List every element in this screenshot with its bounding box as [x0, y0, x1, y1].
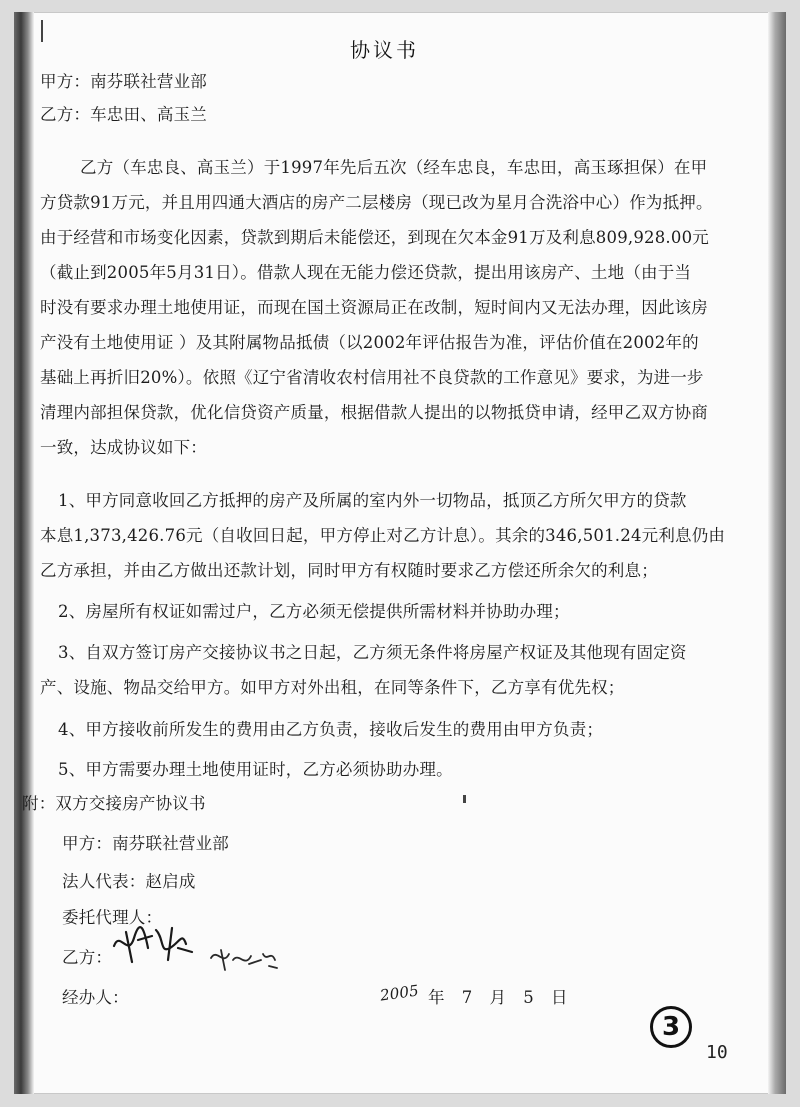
paragraph-line: 乙方（车忠良、高玉兰）于1997年先后五次（经车忠良，车忠田，高玉琢担保）在甲 — [80, 158, 708, 177]
scan-speck — [463, 795, 466, 803]
date-text: 年 7 月 5 日 — [428, 988, 574, 1007]
paragraph-line: 基础上再折旧20%）。依照《辽宁省清收农村信用社不良贷款的工作意见》要求，为进一步 — [40, 368, 704, 387]
circled-page-marker: 3 — [650, 1006, 692, 1048]
clause-line: 4、甲方接收前所发生的费用由乙方负责，接收后发生的费用由甲方负责； — [58, 720, 604, 739]
scan-right-edge — [768, 12, 786, 1094]
paragraph-line: 由于经营和市场变化因素，贷款到期后未能偿还，到现在欠本金91万及利息809,928.00元 — [40, 228, 709, 247]
signature-party-b-label: 乙方： — [62, 948, 113, 967]
handwritten-signature-1 — [108, 918, 198, 968]
party-b-line: 乙方：车忠田、高玉兰 — [40, 105, 207, 124]
paragraph-line: 一致，达成协议如下： — [40, 438, 207, 457]
party-a-line: 甲方：南芬联社营业部 — [40, 72, 207, 91]
signature-party-a: 甲方：南芬联社营业部 — [62, 834, 229, 853]
paragraph-line: 时没有要求办理土地使用证，而现在国土资源局正在改制，短时间内又无法办理，因此该房 — [40, 298, 708, 317]
paragraph-line: 清理内部担保贷款，优化信贷资产质量，根据借款人提出的以物抵贷申请，经甲乙双方协商 — [40, 403, 708, 422]
clause-line: 2、房屋所有权证如需过户，乙方必须无偿提供所需材料并协助办理； — [58, 602, 570, 621]
handwritten-signature-2 — [205, 940, 285, 974]
signature-agent-label: 委托代理人： — [62, 908, 163, 927]
paragraph-line: 产没有土地使用证 ）及其附属物品抵债（以2002年评估报告为准，评估价值在2002年的 — [40, 333, 699, 352]
clause-line: 1、甲方同意收回乙方抵押的房产及所属的室内外一切物品，抵顶乙方所欠甲方的贷款 — [58, 491, 687, 510]
attachment-line: 附：双方交接房产协议书 — [22, 794, 206, 813]
paragraph-line: （截止到2005年5月31日）。借款人现在无能力偿还贷款，提出用该房产、土地（由于当 — [40, 263, 692, 282]
clause-line: 5、甲方需要办理土地使用证时，乙方必须协助办理。 — [58, 760, 453, 779]
date-year-handwritten: 2005 — [378, 981, 420, 1005]
document-title: 协议书 — [350, 38, 419, 62]
scan-binding-edge — [14, 12, 34, 1094]
clause-line: 乙方承担，并由乙方做出还款计划，同时甲方有权随时要求乙方偿还所余欠的利息； — [40, 561, 658, 580]
paragraph-line: 方贷款91万元，并且用四通大酒店的房产二层楼房（现已改为星月合洗浴中心）作为抵押。 — [40, 193, 713, 212]
clause-line: 产、设施、物品交给甲方。如甲方对外出租，在同等条件下，乙方享有优先权； — [40, 678, 625, 697]
signature-handler-label: 经办人： — [62, 988, 129, 1007]
scan-speck — [41, 20, 43, 42]
clause-line: 本息1,373,426.76元（自收回日起，甲方停止对乙方计息）。其余的346,501.24元利息仍由 — [40, 526, 726, 545]
page-number: 10 — [706, 1042, 728, 1063]
clause-line: 3、自双方签订房产交接协议书之日起，乙方须无条件将房屋产权证及其他现有固定资 — [58, 643, 687, 662]
signature-legal-rep: 法人代表：赵启成 — [62, 872, 196, 891]
